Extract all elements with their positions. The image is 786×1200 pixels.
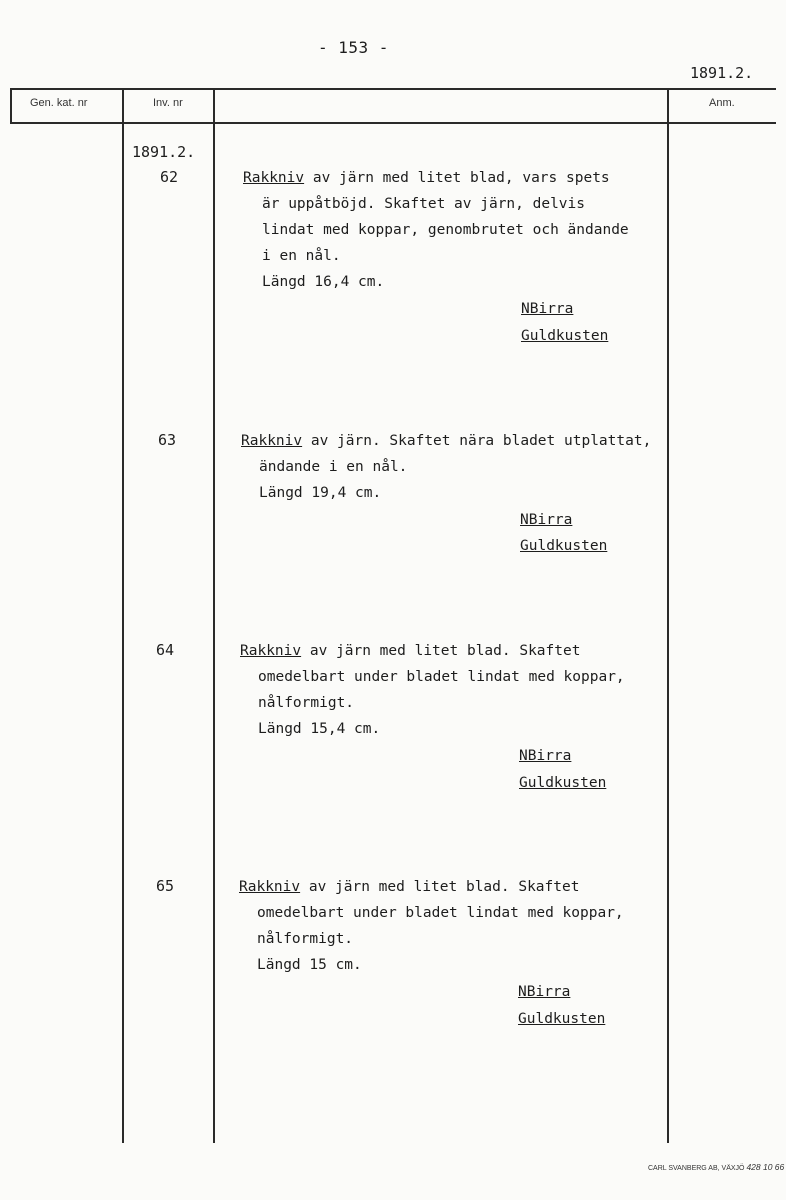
- description-text: av järn med litet blad, vars spets: [304, 170, 610, 186]
- collection-location: Guldkusten: [521, 328, 609, 344]
- description-line: [239, 879, 579, 895]
- object-title: Rakkniv: [243, 170, 305, 186]
- inventory-number: 64: [156, 641, 175, 659]
- printer-name: CARL SVANBERG AB, VÄXJÖ: [648, 1165, 745, 1172]
- collector-name: NBirra: [521, 301, 574, 317]
- description-line: nålformigt.: [257, 931, 354, 947]
- object-title: Rakkniv: [241, 433, 303, 449]
- header-bottom-rule: [10, 122, 776, 124]
- object-title: Rakkniv: [240, 643, 302, 659]
- column-divider-2: [213, 88, 215, 1143]
- description-line: Längd 19,4 cm.: [259, 485, 382, 501]
- description-line: omedelbart under bladet lindat med koppar,: [258, 669, 625, 685]
- page-number: - 153 -: [318, 38, 389, 57]
- description-line: Längd 15,4 cm.: [258, 721, 381, 737]
- catalog-reference: 1891.2.: [690, 64, 754, 82]
- description-text: av järn med litet blad. Skaftet: [301, 643, 581, 659]
- table-top-rule: [10, 88, 776, 90]
- column-divider-3: [667, 88, 669, 1143]
- printer-imprint: [648, 1162, 784, 1172]
- column-divider-1: [122, 88, 124, 1143]
- inventory-number: 63: [158, 431, 177, 449]
- collector-name: NBirra: [518, 984, 571, 1000]
- collection-location: Guldkusten: [519, 775, 607, 791]
- description-text: av järn. Skaftet nära bladet utplattat,: [302, 433, 652, 449]
- inventory-number: 65: [156, 877, 175, 895]
- collector-name: NBirra: [520, 512, 573, 528]
- description-line: lindat med koppar, genombrutet och ändande: [262, 222, 629, 238]
- collection-location: Guldkusten: [520, 538, 608, 554]
- collector-name: NBirra: [519, 748, 572, 764]
- description-line: [240, 643, 580, 659]
- description-line: Längd 15 cm.: [257, 957, 362, 973]
- column-header-inv: Inv. nr: [153, 97, 183, 109]
- object-title: Rakkniv: [239, 879, 301, 895]
- description-line: nålformigt.: [258, 695, 355, 711]
- description-text: av järn med litet blad. Skaftet: [300, 879, 580, 895]
- description-line: Längd 16,4 cm.: [262, 274, 385, 290]
- form-code: 428 10 66: [746, 1162, 785, 1172]
- collection-location: Guldkusten: [518, 1011, 606, 1027]
- left-border: [10, 88, 12, 122]
- year-label: 1891.2.: [132, 143, 196, 161]
- column-header-gen-kat: Gen. kat. nr: [30, 97, 88, 109]
- inventory-number: 62: [160, 168, 179, 186]
- description-line: [241, 433, 651, 449]
- description-line: ändande i en nål.: [259, 459, 408, 475]
- description-line: omedelbart under bladet lindat med koppar,: [257, 905, 624, 921]
- description-line: i en nål.: [262, 248, 341, 264]
- description-line: [243, 170, 610, 186]
- column-header-anm: Anm.: [709, 97, 735, 109]
- description-line: är uppåtböjd. Skaftet av järn, delvis: [262, 196, 586, 212]
